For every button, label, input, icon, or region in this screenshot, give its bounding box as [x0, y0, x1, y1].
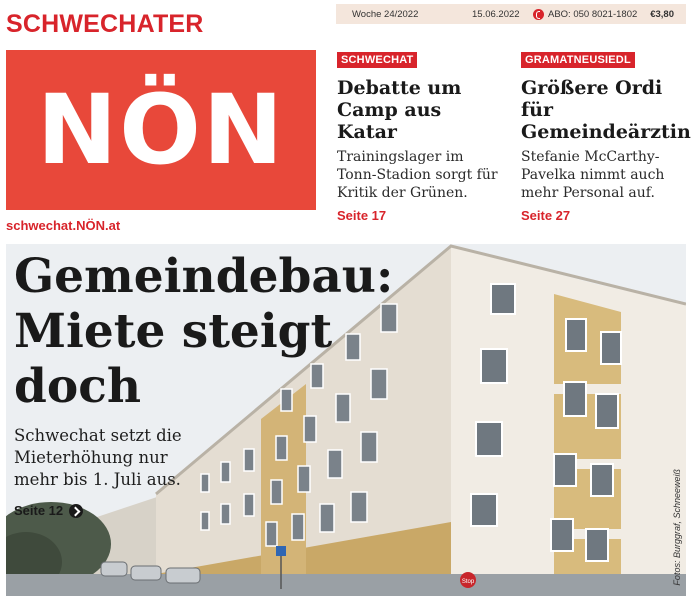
lead-page-ref: Seite 12 — [14, 503, 64, 518]
photo-credit: Fotos: Burggraf, Schneeweiß — [672, 469, 682, 586]
noen-logo — [6, 50, 316, 210]
edition-title: SCHWECHATER — [6, 10, 204, 38]
teaser-text: Trainingslager im Tonn-Stadion sorgt für Kritik der Grünen. — [337, 149, 498, 201]
arrow-right-circle-icon — [69, 504, 83, 518]
teaser-text: Stefanie McCarthy-Pavelka nimmt auch mehr Personal auf. — [521, 149, 665, 201]
teaser-gramatneusiedl[interactable] — [521, 50, 691, 223]
lead-story[interactable] — [6, 244, 686, 596]
subscription-info — [533, 9, 637, 20]
teaser-schwechat[interactable] — [337, 50, 507, 223]
teaser-page-ref[interactable]: Seite 17 — [337, 208, 387, 223]
issue-price: €3,80 — [650, 8, 674, 20]
teaser-headline[interactable]: Größere Ordi für Gemeindeärztin — [521, 77, 691, 143]
lead-headline-line: Gemeindebau: — [14, 249, 394, 304]
site-url-link[interactable]: schwechat.NÖN.at — [6, 218, 121, 233]
subscription-phone: ABO: 050 8021-1802 — [548, 8, 638, 20]
phone-icon — [533, 9, 544, 20]
teaser-kicker: GRAMATNEUSIEDL — [521, 52, 635, 68]
lead-headline-line: Miete steigt — [14, 304, 333, 359]
teaser-headline[interactable]: Debatte um Camp aus Katar — [337, 77, 462, 143]
stop-sign-label: Stop — [461, 579, 475, 585]
teaser-page-ref[interactable]: Seite 27 — [521, 208, 571, 223]
lead-subtitle: Schwechat setzt die Mieterhöhung nur mehr bis 1. Juli aus. — [14, 426, 182, 489]
issue-info-strip — [336, 4, 686, 24]
lead-headline-line: doch — [14, 359, 142, 414]
teaser-kicker: SCHWECHAT — [337, 52, 417, 68]
lead-headline[interactable] — [14, 249, 394, 414]
lead-page-link[interactable] — [14, 503, 83, 518]
issue-number: Woche 24/2022 — [352, 8, 419, 20]
logo-text: NÖN — [36, 74, 286, 186]
issue-date: 15.06.2022 — [472, 8, 520, 20]
